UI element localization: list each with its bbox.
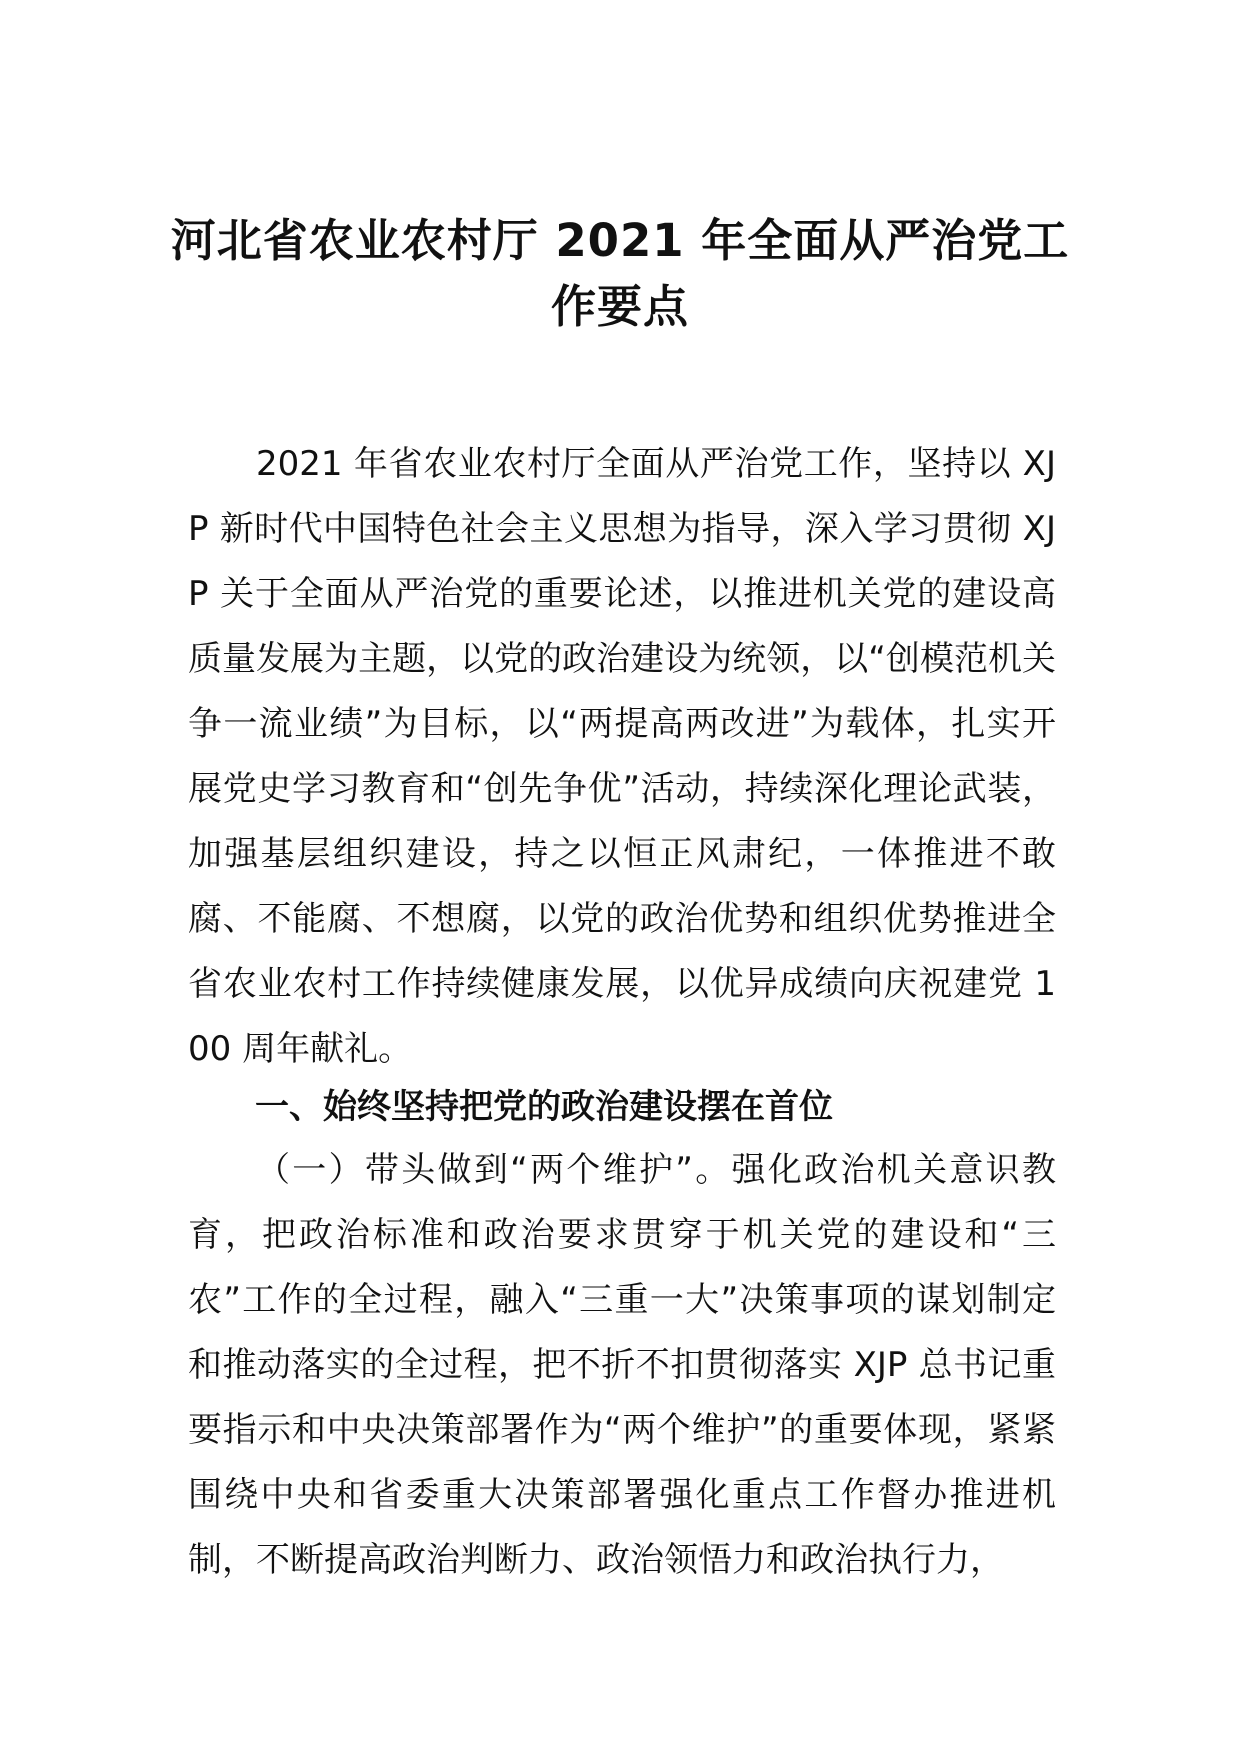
title-line-1: 河北省农业农村厅 2021 年全面从严治党工 [170,214,1070,267]
section-heading: 一、始终坚持把党的政治建设摆在首位 [255,1087,833,1127]
title-line-2: 作要点 [550,280,689,333]
document-title [160,208,1080,340]
intro-paragraph: 2021 年省农业农村厅全面从严治党工作，坚持以 XJP 新时代中国特色社会主义思想为指导，深入学习贯彻 XJP 关于全面从严治党的重要论述，以推进机关党的建设高质量发展为主题，以党的政治建设为统领，以“创模范机关争一流业绩”为目标，以“两提高两改进”为载体，扎实开展党史学习教育和“创先争优”活动，持续深化理论武装，加强基层组织建设，持之以恒正风肃纪，一体推进不敢腐、不能腐、不想腐，以党的政治优势和组织优势推进全省农业农村工作持续健康发展，以优异成绩向庆祝建党 100 周年献礼。 [188,444,1056,1069]
section-paragraph: （一）带头做到“两个维护”。强化政治机关意识教育，把政治标准和政治要求贯穿于机关党的建设和“三农”工作的全过程，融入“三重一大”决策事项的谋划制定和推动落实的全过程，把不折不扣贯彻落实 XJP 总书记重要指示和中央决策部署作为“两个维护”的重要体现，紧紧围绕中央和省委重大决策部署强化重点工作督办推进机制，不断提高政治判断力、政治领悟力和政治执行力， [188,1150,1056,1580]
